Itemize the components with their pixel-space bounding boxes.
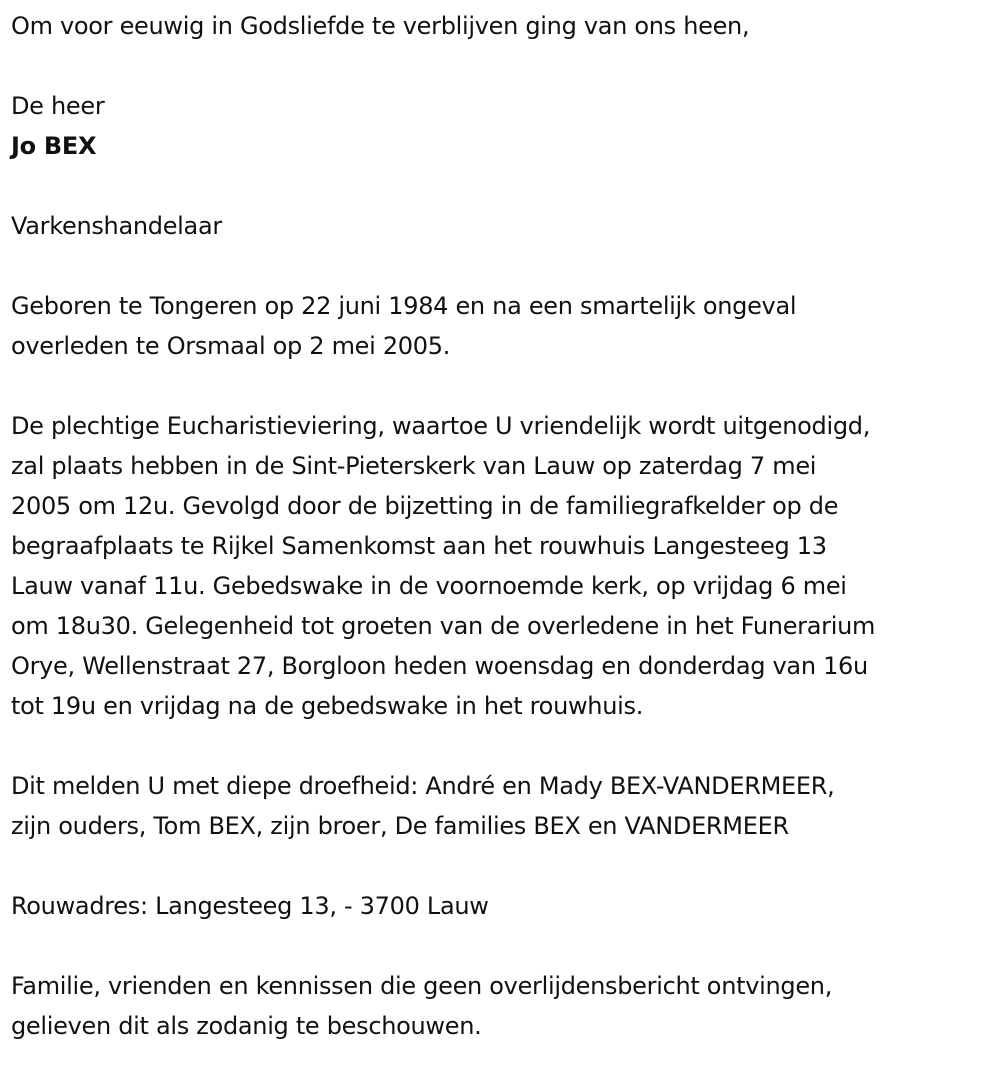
deceased-name: Jo BEX (11, 132, 97, 160)
paragraph-line: Familie, vrienden en kennissen die geen overlijdensbericht ontvingen, (11, 972, 833, 1000)
paragraph-line: tot 19u en vrijdag na de gebedswake in het rouwhuis. (11, 692, 644, 720)
paragraph-line: begraafplaats te Rijkel Samenkomst aan het rouwhuis Langesteeg 13 (11, 532, 827, 560)
paragraph-line: zal plaats hebben in de Sint-Pieterskerk van Lauw op zaterdag 7 mei (11, 452, 817, 480)
paragraph-line: zijn ouders, Tom BEX, zijn broer, De families BEX en VANDERMEER (11, 812, 789, 840)
paragraph-line: 2005 om 12u. Gevolgd door de bijzetting in de familiegrafkelder op de (11, 492, 839, 520)
paragraph-line: om 18u30. Gelegenheid tot groeten van de overledene in het Funerarium (11, 612, 876, 640)
spacer (11, 174, 1000, 206)
birth-death-paragraph (11, 286, 1000, 366)
paragraph-line: Orye, Wellenstraat 27, Borgloon heden woensdag en donderdag van 16u (11, 652, 868, 680)
announcement-paragraph (11, 766, 1000, 846)
paragraph-line: Lauw vanaf 11u. Gebedswake in de voornoemde kerk, op vrijdag 6 mei (11, 572, 847, 600)
salutation: De heer (11, 92, 105, 120)
paragraph-line: Dit melden U met diepe droefheid: André en Mady BEX-VANDERMEER, (11, 772, 835, 800)
intro-text: Om voor eeuwig in Godsliefde te verblijven ging van ons heen, (11, 12, 750, 40)
spacer (11, 46, 1000, 86)
ceremony-paragraph (11, 406, 1000, 726)
profession: Varkenshandelaar (11, 212, 222, 240)
mourning-address: Rouwadres: Langesteeg 13, - 3700 Lauw (11, 892, 489, 920)
paragraph-line: overleden te Orsmaal op 2 mei 2005. (11, 332, 451, 360)
spacer (11, 926, 1000, 966)
closing-paragraph (11, 966, 1000, 1046)
paragraph-line: Geboren te Tongeren op 22 juni 1984 en na een smartelijk ongeval (11, 292, 797, 320)
spacer (11, 246, 1000, 286)
spacer (11, 846, 1000, 886)
spacer (11, 366, 1000, 406)
paragraph-line: gelieven dit als zodanig te beschouwen. (11, 1012, 482, 1040)
paragraph-line: De plechtige Eucharistieviering, waartoe U vriendelijk wordt uitgenodigd, (11, 412, 871, 440)
spacer (11, 726, 1000, 766)
